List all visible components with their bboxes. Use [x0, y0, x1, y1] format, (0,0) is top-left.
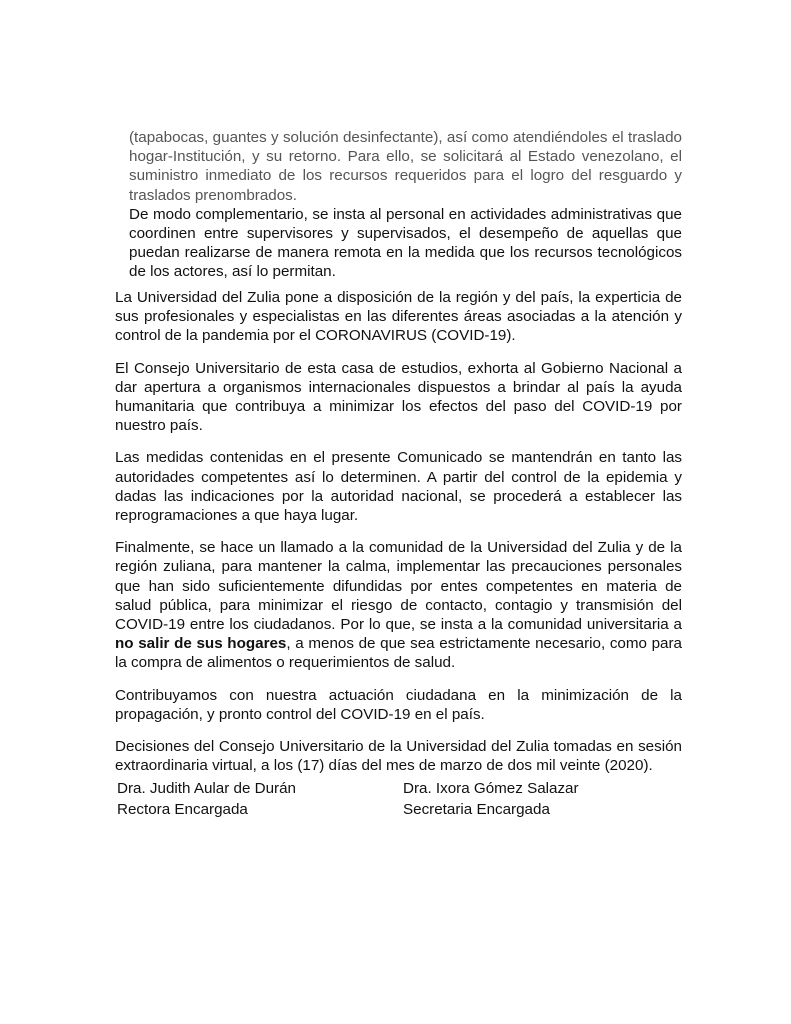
stay-home-emphasis: no salir de sus hogares: [115, 635, 287, 653]
rector-name: Dra. Judith Aular de Durán: [117, 780, 296, 797]
call-to-community-paragraph: [115, 538, 682, 672]
contribution-paragraph: Contribuyamos con nuestra actuación ciudadana en la minimización de la propagación, y pronto control del COVID-19 en el país.: [115, 686, 682, 723]
secretary-title: Secretaria Encargada: [403, 801, 550, 818]
secretary-signature: [403, 778, 673, 820]
decision-paragraph: Decisiones del Consejo Universitario de la Universidad del Zulia tomadas en sesión extraordinaria virtual, a los (17) días del mes de marzo de dos mil veinte (2020).: [115, 738, 682, 775]
secretary-name: Dra. Ixora Gómez Salazar: [403, 780, 579, 797]
body-section: [115, 288, 682, 788]
call-text-start: Finalmente, se hace un llamado a la comunidad de la Universidad del Zulia y de la región zuliana, para mantener la calma, implementar las precauciones personales que han sido suficientemente difundidas por entes competentes en materia de salud pública, para minimizar el riesgo de contacto, contagio y transmisión del COVID-19 entre los ciudadanos. Por lo que, se insta a la comunidad universitaria a: [115, 539, 682, 634]
measures-paragraph: Las medidas contenidas en el presente Comunicado se mantendrán en tanto las autoridades competentes así lo determinen. A partir del control de la epidemia y dadas las indicaciones por la autoridad nacional, se procederá a establecer las reprogramaciones a que haya lugar.: [115, 449, 682, 525]
call-text-end: , a menos de que sea estrictamente necesario, como para la compra de alimentos o requerimientos de salud.: [115, 635, 683, 672]
indented-section: [129, 128, 682, 282]
humanitarian-aid-paragraph: El Consejo Universitario de esta casa de estudios, exhorta al Gobierno Nacional a dar apertura a organismos internacionales dispuestos a brindar al país la ayuda humanitaria que contribuya a minimizar los efectos del paso del COVID-19 por nuestro país.: [115, 359, 682, 435]
expertise-paragraph: La Universidad del Zulia pone a disposición de la región y del país, la experticia de sus profesionales y especialistas en las diferentes áreas asociadas a la atención y control de la pandemia por el CORONAVIRUS (COVID-19).: [115, 289, 682, 345]
continuation-paragraph: (tapabocas, guantes y solución desinfectante), así como atendiéndoles el traslado hogar-Institución, y su retorno. Para ello, se solicitará al Estado venezolano, el suministro inmediato de los recursos requeridos para el logro del resguardo y traslados prenombrados.: [129, 129, 682, 204]
administrative-paragraph: De modo complementario, se insta al personal en actividades administrativas que coordinen entre supervisores y supervisados, el desempeño de aquellas que puedan realizarse de manera remota en la medida que los recursos tecnológicos de los actores, así lo permitan.: [129, 205, 682, 281]
rector-title: Rectora Encargada: [117, 801, 248, 818]
rector-signature: [117, 778, 387, 820]
